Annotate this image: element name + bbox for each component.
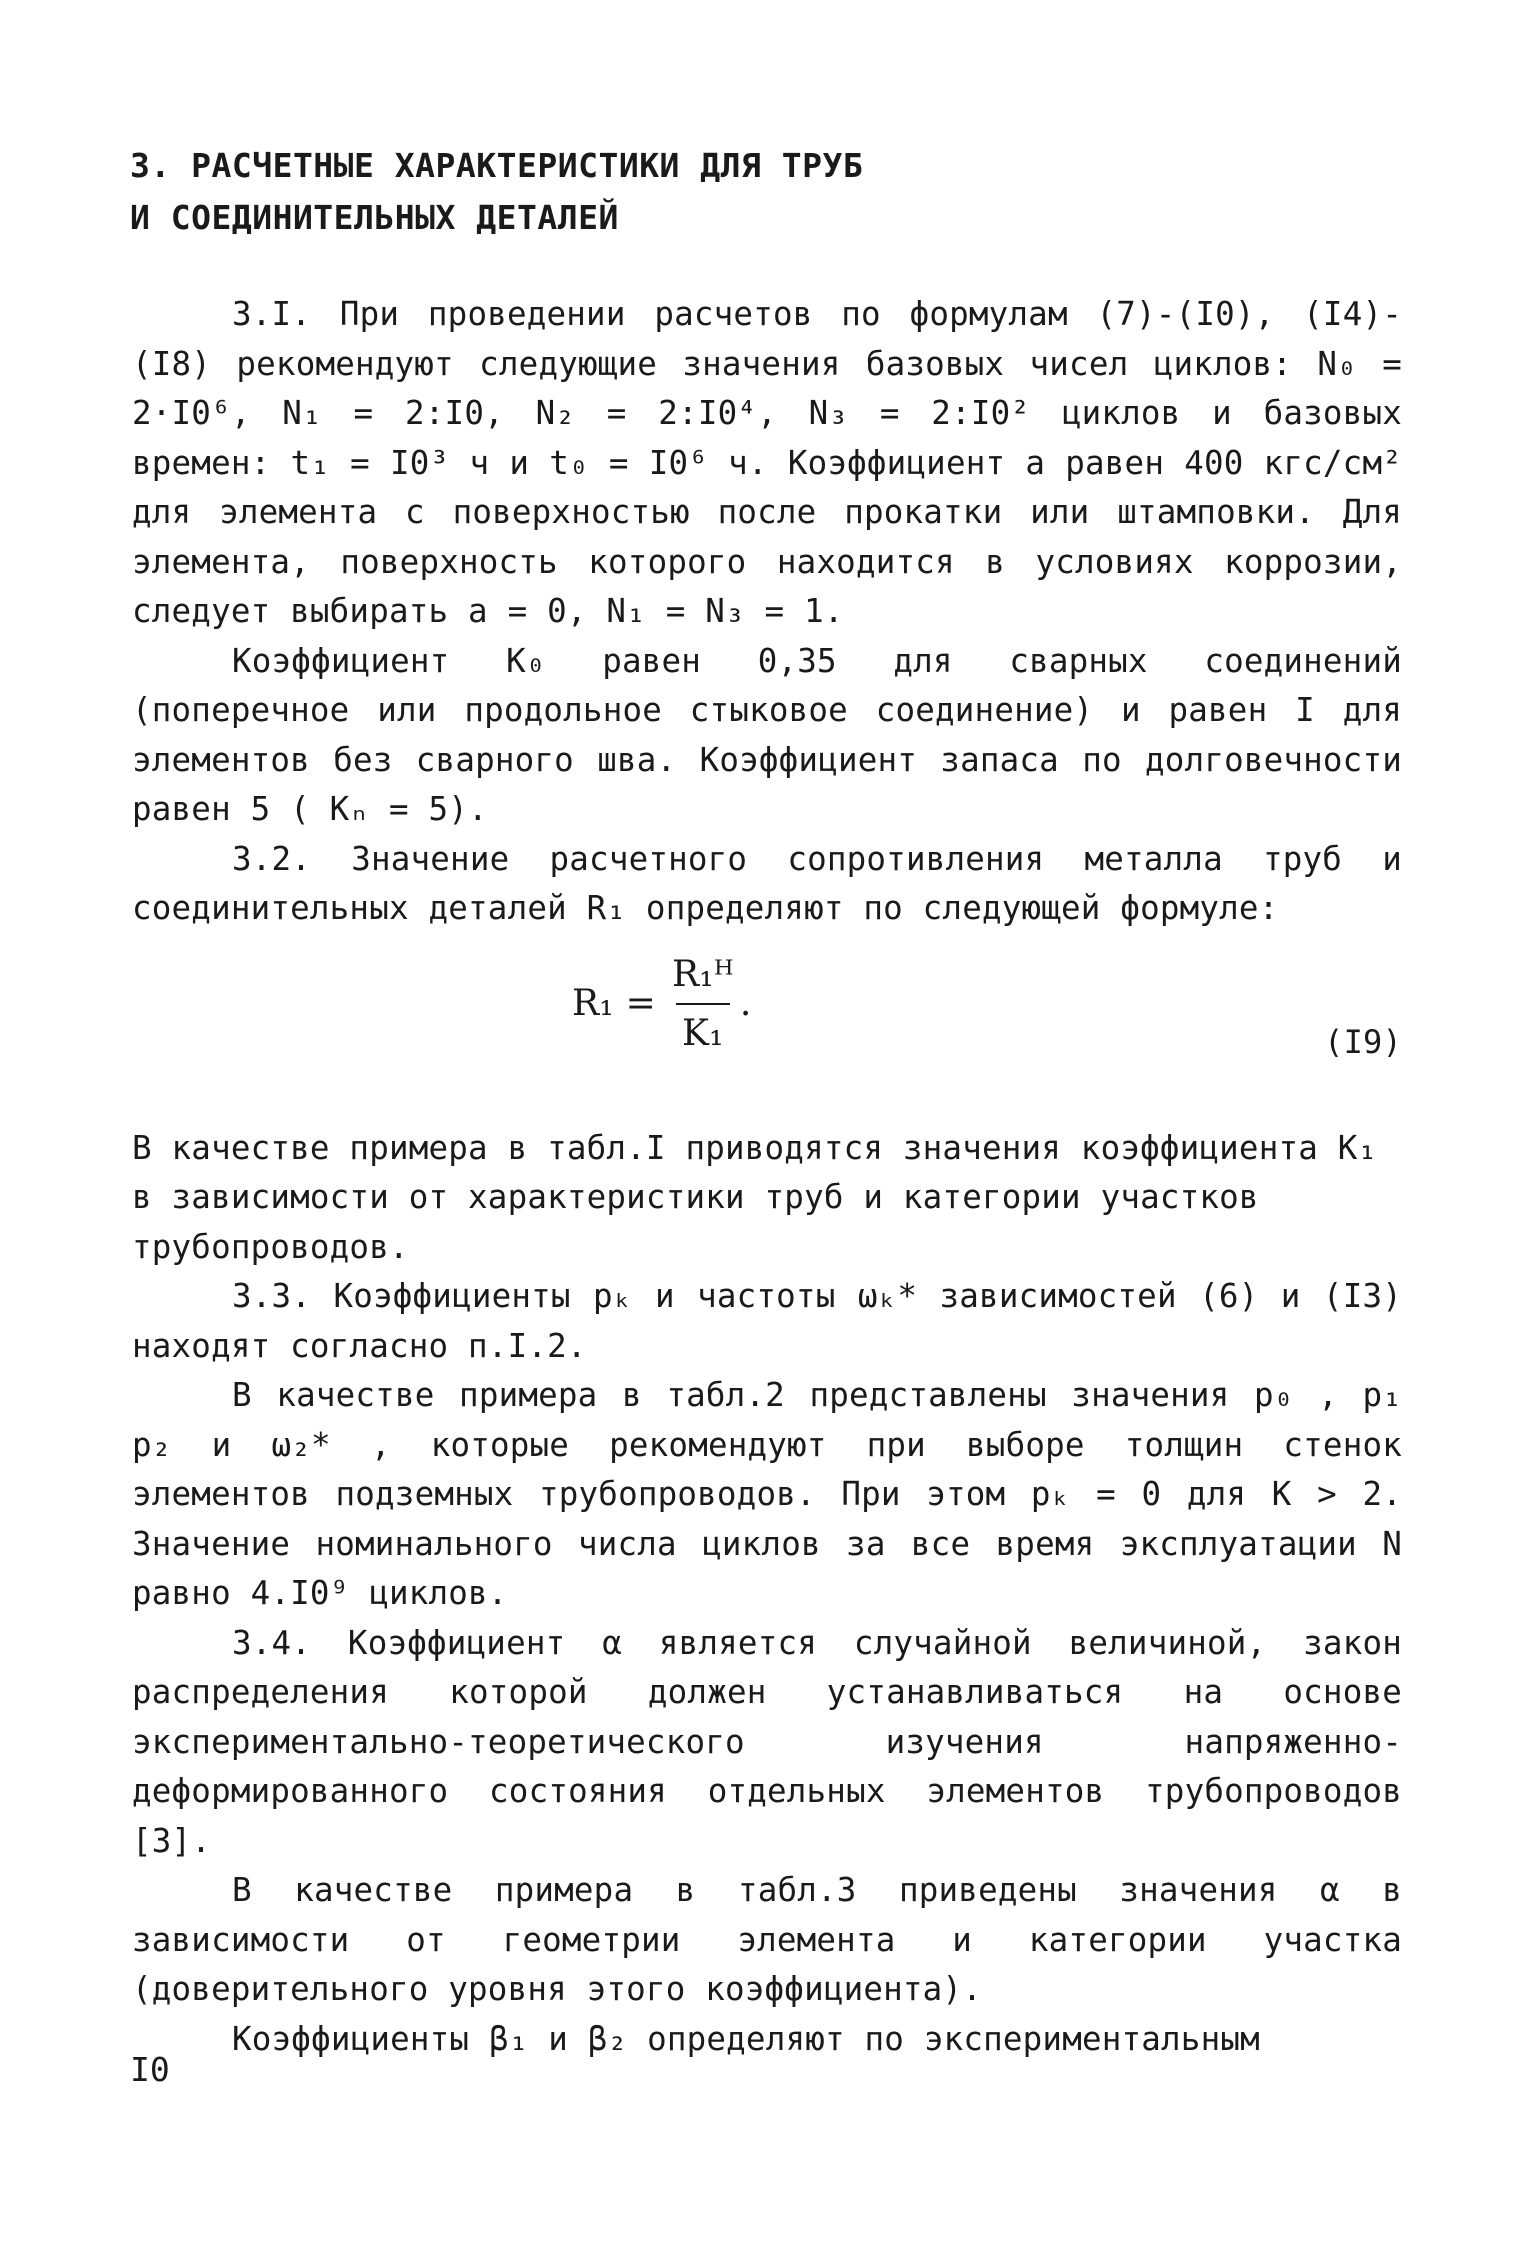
equation-fraction: [666, 950, 740, 1059]
paragraph-3-1: 3.I. При проведении расчетов по формулам (7)-(I0), (I4)-(I8) рекомендуют следующие значения базовых чисел циклов: N₀ = 2·I0⁶, N₁ = 2:I0, N₂ = 2:I0⁴, N₃ = 2:I0² циклов и базовых времен: t₁ = I0³ ч и t₀ = I0⁶ ч. Коэффициент a равен 400 кгс/см² для элемента с поверхностью после прокатки или штамповки. Для элемента, поверхность которого находится в условиях коррозии, следует выбирать a = 0, N₁ = N₃ = 1.: [132, 295, 1402, 630]
equation-trail: .: [739, 983, 752, 1025]
paragraph-3-2: 3.2. Значение расчетного сопротивления металла труб и соединительных деталей R₁ определяют по следующей формуле:: [132, 839, 1402, 927]
paragraph-beta: Коэффициенты β₁ и β₂ определяют по экспериментальным: [232, 2019, 1260, 2058]
equation-lhs: R₁ =: [572, 983, 656, 1025]
paragraph-3-3: 3.3. Коэффициенты pₖ и частоты ωₖ* зависимостей (6) и (I3) находят согласно п.I.2.: [132, 1277, 1402, 1365]
paragraph-table3: В качестве примера в табл.3 приведены значения α в зависимости от геометрии элемента и категории участка (доверительного уровня этого коэффициента).: [132, 1871, 1402, 2008]
equation-body: [572, 950, 752, 1059]
equation-19: [132, 940, 1402, 1090]
equation-denominator: K₁: [676, 1003, 730, 1059]
paragraph-table1: В качестве примера в табл.I приводятся значения коэффициента K₁ в зависимости от характеристики труб и категории участков трубопроводов.: [132, 1128, 1378, 1266]
heading-line-1: 3. РАСЧЕТНЫЕ ХАРАКТЕРИСТИКИ ДЛЯ ТРУБ: [130, 146, 864, 185]
paragraph-table2: В качестве примера в табл.2 представлены значения p₀ , p₁ p₂ и ω₂* , которые рекомендуют при выборе толщин стенок элементов подземных трубопроводов. При этом pₖ = 0 для K > 2. Значение номинального числа циклов за все время эксплуатации N равно 4.I0⁹ циклов.: [132, 1376, 1402, 1612]
paragraph-3-4: 3.4. Коэффициент α является случайной величиной, закон распределения которой должен устанавливаться на основе экспериментально-теоретического изучения напряженно-деформированного состояния отдельных элементов трубопроводов [3].: [132, 1623, 1402, 1860]
paragraph-kc: Коэффициент K₀ равен 0,35 для сварных соединений (поперечное или продольное стыковое соединение) и равен I для элементов без сварного шва. Коэффициент запаса по долговечности равен 5 ( Kₙ = 5).: [132, 641, 1402, 828]
equation-numerator: R₁ᴴ: [671, 953, 734, 995]
page-number: I0: [130, 2050, 170, 2089]
body-text: [132, 290, 1402, 2064]
section-heading: [130, 140, 863, 244]
heading-line-2: И СОЕДИНИТЕЛЬНЫХ ДЕТАЛЕЙ: [130, 198, 619, 237]
equation-number: (I9): [1324, 1022, 1402, 1061]
